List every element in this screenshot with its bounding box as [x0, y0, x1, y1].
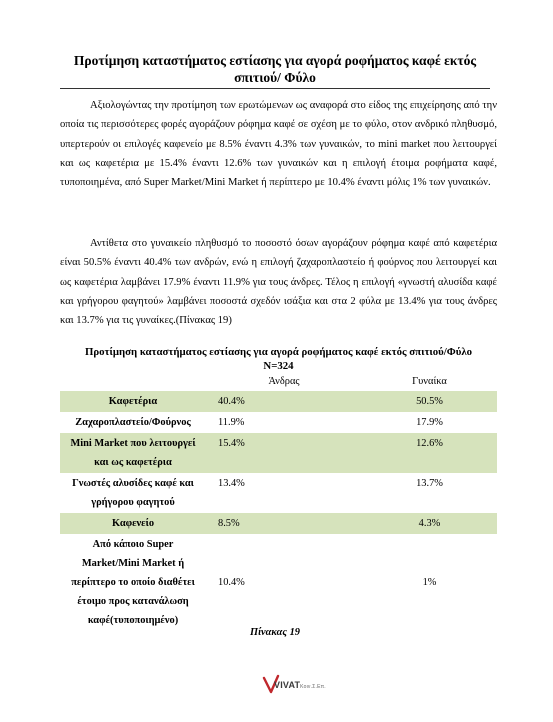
heading-underline — [60, 88, 490, 89]
row-label: Καφενείο — [60, 513, 206, 534]
row-label: Ζαχαροπλαστείο/Φούρνος — [75, 417, 191, 428]
row-value-men: 10.4% — [218, 577, 245, 588]
table-row — [60, 412, 497, 433]
table-row — [60, 534, 497, 631]
row-value-women: 13.7% — [416, 478, 443, 489]
row-value-women: 4.3% — [362, 513, 497, 534]
row-value-women: 1% — [422, 577, 437, 588]
row-label: Από κάποιο Super Market/Mini Market ή περίπτερο το οποίο διαθέτει έτοιμο προς κατανάλωση καφέ(τυποποιημένο) — [71, 539, 195, 626]
logo-text — [274, 680, 326, 690]
table-row — [60, 473, 497, 513]
table-title-text: Προτίμηση καταστήματος εστίασης για αγορά ροφήματος καφέ εκτός σπιτιού/Φύλο — [84, 346, 473, 358]
table-row — [60, 513, 497, 534]
row-value-men: 13.4% — [218, 478, 245, 489]
row-value-men: 11.9% — [218, 417, 245, 428]
row-value-women: 12.6% — [362, 433, 497, 473]
paragraph-2: Αντίθετα στο γυναικείο πληθυσμό το ποσοστό όσων αγοράζουν ρόφημα καφέ από καφετέρια είναι 50.5% έναντι 40.4% των ανδρών, ενώ η επιλογή ζαχαροπλαστείο ή φούρνος που λειτουργεί και ως καφετέρια λαμβάνει 17.9% έναντι 11.9% για τους άνδρες. Τέλος η επιλογή «γνωστή αλυσίδα καφέ και γρήγορου φαγητού» λαμβάνει ποσοστά σχεδόν ισάξια και στα 2 φύλα με 13.4% για τους άνδρες και 13.7% για τις γυναίκες.(Πίνακας 19) — [60, 238, 497, 327]
row-label: Γνωστές αλυσίδες καφέ και γρήγορου φαγητού — [72, 478, 194, 508]
row-value-women: 17.9% — [416, 417, 443, 428]
logo-name: VIVAT — [274, 680, 301, 690]
table-header-row — [60, 372, 497, 391]
header-cell-empty — [60, 372, 206, 391]
table-caption: Πίνακας 19 — [249, 627, 300, 638]
row-label: Καφετέρια — [60, 391, 206, 412]
vivat-logo-icon — [262, 672, 332, 698]
results-table — [60, 372, 497, 631]
paragraph-1: Αξιολογώντας την προτίμηση των ερωτώμενων ως αναφορά στο είδος της επιχείρησης από την οποία τις περισσότερες φορές αγοράζουν ρόφημα καφέ σε σχέση με το φύλο, στον ανδρικό πληθυσμό, υπερτερούν οι επιλογές καφενείο με 8.5% έναντι 4.3% των γυναικών, το mini market που λειτουργεί και ως καφετέρια με 15.4% έναντι 12.6% των γυναικών και η επιλογή έτοιμα ροφήματα καφέ, τυποποιημένα, από Super Market/Mini Market ή περίπτερο με 10.4% έναντι μόλις 1% των γυναικών. — [60, 100, 497, 189]
row-value-men: 40.4% — [206, 391, 362, 412]
table-sample-size: N=324 — [263, 360, 294, 372]
section-heading: Προτίμηση καταστήματος εστίασης για αγορά ροφήματος καφέ εκτός σπιτιού/ Φύλο — [73, 53, 477, 85]
header-cell-women: Γυναίκα — [412, 376, 447, 387]
table-title — [60, 345, 497, 373]
table-row — [60, 391, 497, 412]
header-cell-men: Άνδρας — [268, 376, 300, 387]
table-row — [60, 433, 497, 473]
row-value-men: 15.4% — [206, 433, 362, 473]
row-value-men: 8.5% — [206, 513, 362, 534]
row-label: Mini Market που λειτουργεί και ως καφετέρια — [60, 433, 206, 473]
row-value-women: 50.5% — [362, 391, 497, 412]
logo-suffix: Κοιν.Σ.Επ. — [300, 684, 326, 690]
